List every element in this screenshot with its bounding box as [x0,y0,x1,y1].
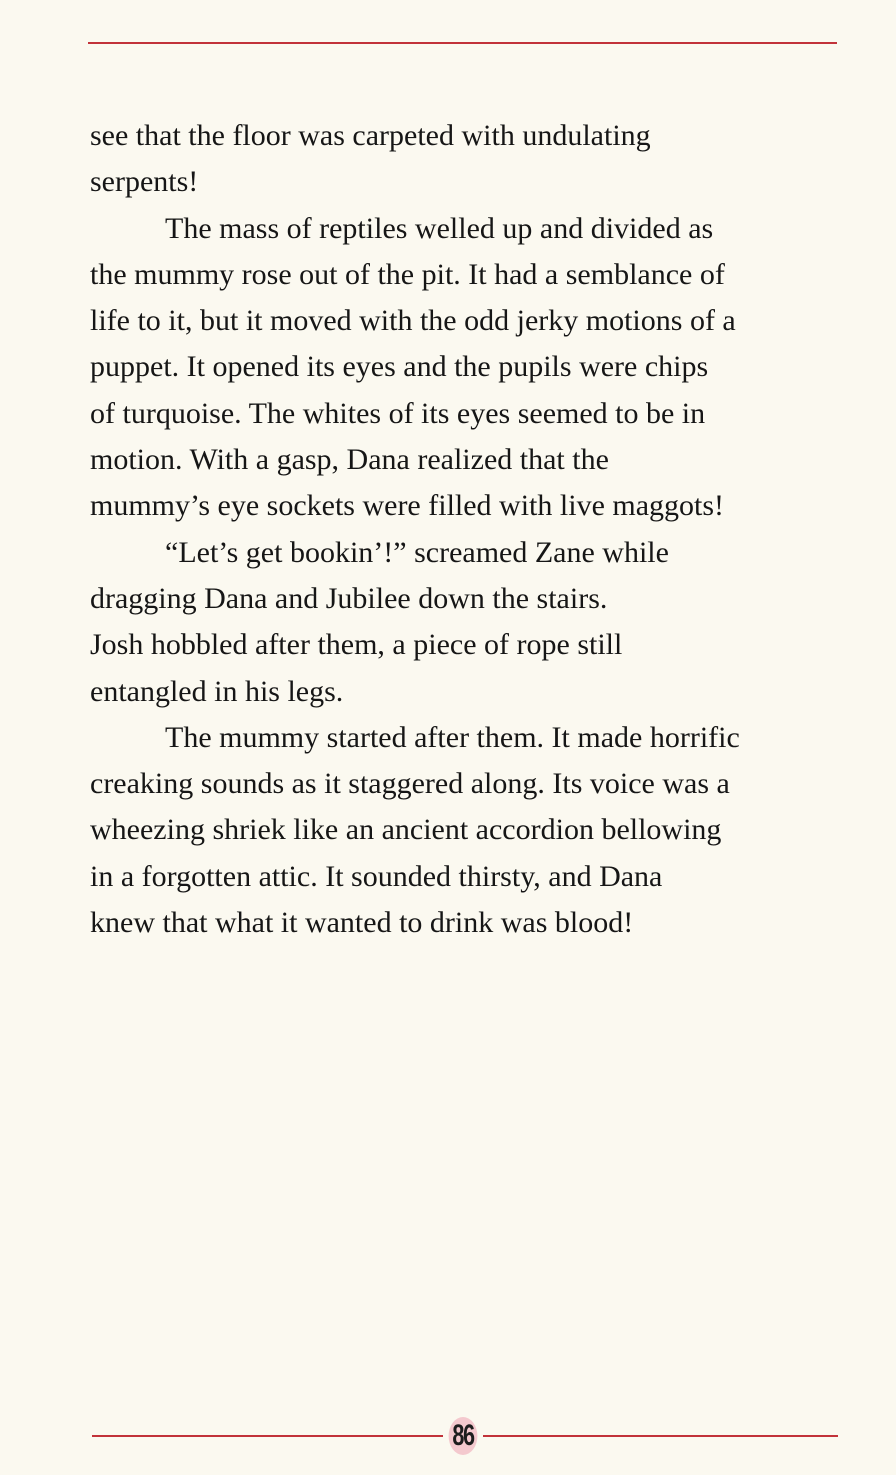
footer-rule-right [483,1435,838,1437]
text-line: serpents! [90,165,199,199]
text-line-paragraph-start: “Let’s get bookin’!” screamed Zane while [165,535,669,569]
page-footer [92,1416,838,1456]
text-line: motion. With a gasp, Dana realized that the [90,443,609,477]
text-line: creaking sounds as it staggered along. Its voice was a [90,767,730,801]
footer-rule-left [92,1435,443,1437]
text-line: puppet. It opened its eyes and the pupils were chips [90,350,709,384]
text-line: in a forgotten attic. It sounded thirsty, and Dana [90,859,663,893]
page-body-text [90,113,840,946]
text-line: Josh hobbled after them, a piece of rope still [90,628,623,662]
text-line: knew that what it wanted to drink was blood! [90,906,634,940]
text-line: mummy’s eye sockets were filled with live maggots! [90,489,725,523]
text-line-paragraph-start: The mass of reptiles welled up and divided as [165,211,714,245]
text-line: see that the floor was carpeted with undulating [90,119,651,152]
top-rule [88,42,837,44]
text-line: the mummy rose out of the pit. It had a semblance of [90,257,725,291]
text-line-paragraph-start: The mummy started after them. It made horrific [165,720,740,754]
text-line: dragging Dana and Jubilee down the stairs. [90,581,608,615]
text-line: life to it, but it moved with the odd jerky motions of a [90,304,736,338]
text-line: entangled in his legs. [90,674,344,708]
page-number: 86 [449,1417,478,1455]
text-line: of turquoise. The whites of its eyes seemed to be in [90,396,706,430]
text-line: wheezing shriek like an ancient accordion bellowing [90,813,722,847]
